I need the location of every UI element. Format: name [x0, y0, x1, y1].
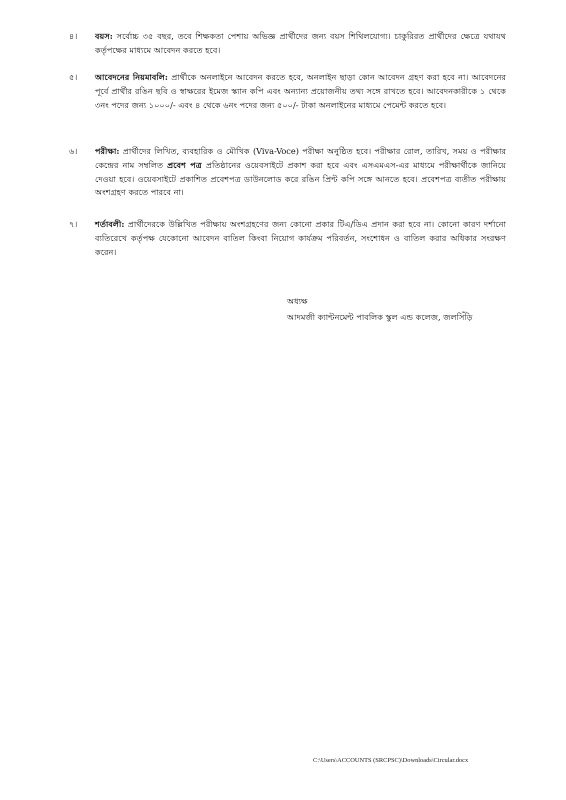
section-body: [95, 71, 506, 112]
section-text: সর্বোচ্চ ৩৫ বছর, তবে শিক্ষকতা পেশায় অভিজ্ঞ প্রার্থীদের জন্য বয়স শিথিলযোগ্য। চাকুরিরত প্রার্থীদের ক্ষেত্রে যথাযথ কর্তৃপক্ষের মাধ্যমে আবেদন করতে হবে।: [95, 31, 506, 55]
admit-card-emphasis: প্রবেশ পত্র: [167, 159, 202, 170]
section-exam: [69, 145, 506, 200]
section-number: ৬।: [69, 146, 78, 156]
section-conditions: [69, 218, 506, 259]
section-text-before: প্রার্থীদের লিখিত, ব্যবহারিক ও মৌখিক (Viva-Voce) পরীক্ষা অনুষ্ঠিত হবে। পরীক্ষার রোল, তারিখ, সময় ও পরীক্ষার কেন্দ্রের নাম সম্বলিত: [95, 146, 506, 170]
section-number: ৭।: [69, 219, 78, 229]
section-heading: আবেদনের নিয়মাবলি:: [95, 72, 168, 82]
section-heading: পরীক্ষা:: [95, 146, 120, 156]
signatory-title: অধ্যক্ষ: [287, 296, 308, 306]
section-text: প্রার্থীকে অনলাইনে আবেদন করতে হবে, অনলাইন ছাড়া কোন আবেদন গ্রহণ করা হবে না। আবেদনের পূর্বে প্রার্থীর রঙিন ছবি ও স্বাক্ষরের ইমেজ স্ক্যান কপি এবং অন্যান্য প্রয়োজনীয় তথ্য সঙ্গে রাখতে হবে। আবেদনকারীকে ১ থেকে ৩নং পদের জন্য ১০০০/- এবং ৪ থেকে ৬নং পদের জন্য ৫০০/- টাকা অনলাইনের মাধ্যমে পেমেন্ট করতে হবে।: [95, 72, 507, 110]
section-body: [95, 30, 506, 58]
section-age: [69, 30, 506, 58]
section-application-rules: [69, 71, 506, 112]
section-heading: শর্তাবলী:: [95, 219, 125, 229]
section-body: [95, 218, 506, 259]
institution-name: আদমজী ক্যান্টনমেন্ট পাবলিক স্কুল এন্ড কলেজ, জলসিঁড়ি: [287, 312, 473, 322]
section-text: প্রার্থীদেরকে উল্লিখিত পরীক্ষায় অংশগ্রহণের জন্য কোনো প্রকার টিএ/ডিএ প্রদান করা হবে না। কোনো কারণ দর্শানো ব্যতিরেখে কর্তৃপক্ষ যেকোনো আবেদন বাতিল কিংবা নিয়োগ কার্যক্রম পরিবর্তন, সংশোধন ও বাতিল করার অধিকার সংরক্ষণ করেন।: [95, 219, 506, 257]
section-body: [95, 145, 506, 200]
file-path-footer: C:\Users\ACCOUNTS (SRCPSC)\Downloads\Circular.docx: [313, 757, 469, 764]
signature-block: [287, 293, 473, 325]
section-heading: বয়স:: [95, 31, 113, 41]
section-number: ৪।: [69, 31, 78, 41]
section-number: ৫।: [69, 72, 78, 82]
section-text-after: প্রতিষ্ঠানের ওয়েবসাইটে প্রকাশ করা হবে এবং এসএমএস-এর মাধ্যমে পরীক্ষার্থীকে জানিয়ে দেওয়া হবে। ওয়েবসাইটে প্রকাশিত প্রবেশপত্র ডাউনলোড করে রঙিন প্রিন্ট কপি সঙ্গে আনতে হবে। প্রবেশপত্র ব্যতীত পরীক্ষায় অংশগ্রহণ করতে পারবে না।: [95, 159, 506, 198]
